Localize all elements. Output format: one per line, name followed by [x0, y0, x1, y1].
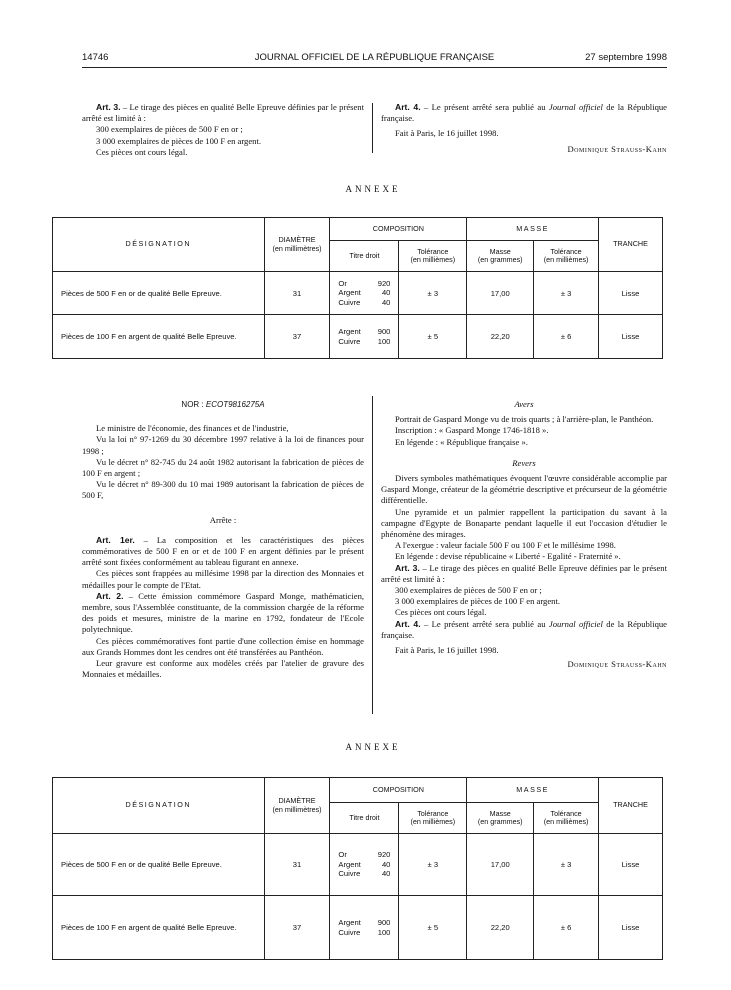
- mass-label: Masse: [489, 808, 511, 818]
- left-column: [82, 399, 364, 680]
- article-2-text: – Cette émission commémore Gaspard Monge, mathématicien, membre, sous l'Assemblée constituante, de la commission chargée de la réforme des poids et mesures, ministre de la marine en 1792, fondateur de l'Ecole polytechnique.: [82, 590, 365, 635]
- edge-header: TRANCHE: [599, 778, 663, 834]
- tolerance-label: Tolérance: [550, 808, 582, 818]
- tolerance-label: Tolérance: [417, 246, 449, 256]
- tolerance-comp-cell: ± 3: [399, 272, 467, 315]
- titre-header: Titre droit: [330, 803, 399, 834]
- article-4-text: – Le présent arrêté sera publié au: [420, 618, 549, 629]
- metal-value: 920: [377, 278, 391, 288]
- mass-header: MASSE: [467, 778, 599, 803]
- diameter-label: DIAMÈTRE: [278, 796, 316, 805]
- composition-cell: [330, 315, 399, 359]
- metal-value: 900: [377, 918, 391, 927]
- limit-line-gold: 300 exemplaires de pièces de 500 F en or ;: [395, 585, 542, 596]
- tolerance-unit: (en millièmes): [410, 817, 456, 826]
- annex-table: [52, 217, 663, 359]
- column-separator: [372, 103, 373, 153]
- metal-value: 40: [381, 859, 391, 869]
- table-row: [53, 834, 663, 896]
- diameter-cell: 37: [264, 896, 330, 960]
- mass-cell: 22,20: [467, 896, 534, 960]
- table-row: [53, 896, 663, 960]
- visa-1: Vu la loi n° 97-1269 du 30 décembre 1997 relative à la loi de finances pour 1998 ;: [82, 434, 364, 456]
- diameter-header: [264, 778, 330, 834]
- composition-header: COMPOSITION: [330, 778, 467, 803]
- right-column: [381, 399, 667, 670]
- diameter-cell: 31: [264, 272, 330, 315]
- column-separator: [372, 396, 373, 714]
- mass-cell: 17,00: [467, 272, 534, 315]
- mass-header: MASSE: [467, 218, 599, 241]
- metal: Argent: [338, 327, 361, 336]
- edge-cell: Lisse: [599, 272, 663, 315]
- metal: Cuivre: [338, 927, 361, 937]
- header-rule: [82, 67, 667, 68]
- article-1-text: – La composition et les caractéristiques des pièces commémoratives de 500 F en or et de 100 F en argent définies par le présent arrêté sont fixées conformément au tableau figurant en annexe.: [82, 534, 364, 568]
- annex-title: ANNEXE: [345, 184, 401, 194]
- article-3-label: Art. 3.: [96, 102, 121, 112]
- diameter-label: DIAMÈTRE: [278, 235, 316, 244]
- tolerance-label: Tolérance: [550, 246, 582, 256]
- mass-unit: (en grammes): [477, 817, 523, 826]
- done-at: Fait à Paris, le 16 juillet 1998.: [395, 128, 499, 139]
- edge-cell: Lisse: [599, 834, 663, 896]
- avers-legend: En légende : « République française ».: [395, 436, 528, 447]
- revers-legend: En légende : devise républicaine « Liberté - Egalité - Fraternité ».: [395, 551, 621, 562]
- article-3-label: Art. 3.: [395, 562, 420, 573]
- tolerance-comp-header: [399, 241, 467, 272]
- avers-portrait: Portrait de Gaspard Monge vu de trois quarts ; à l'arrière-plan, le Panthéon.: [395, 414, 654, 425]
- done-at: Fait à Paris, le 16 juillet 1998.: [395, 645, 499, 656]
- article-4-text-end: de la République française.: [381, 618, 667, 640]
- annex-title: ANNEXE: [345, 742, 401, 752]
- journal-name: Journal officiel: [548, 102, 603, 112]
- page-header: [82, 52, 667, 66]
- avers-title: Avers: [514, 399, 534, 409]
- engraving-paragraph: Leur gravure est conforme aux modèles créés par l'atelier de gravure des Monnaies et médailles.: [82, 658, 364, 680]
- tolerance-comp-cell: ± 5: [399, 315, 467, 359]
- legal-tender-line: Ces pièces ont cours légal.: [395, 607, 487, 618]
- annex-table: [52, 777, 663, 960]
- designation-cell: Pièces de 500 F en or de qualité Belle Epreuve.: [53, 834, 265, 896]
- tolerance-comp-cell: ± 3: [399, 834, 467, 896]
- diameter-header: [264, 218, 330, 272]
- revers-symbols: Divers symboles mathématiques évoquent l'œuvre considérable accomplie par Gaspard Monge, créateur de la géométrie descriptive et précurseur de la géométrie différentielle.: [381, 473, 667, 506]
- tolerance-mass-cell: ± 3: [534, 834, 599, 896]
- top-left-column: [82, 102, 364, 158]
- nor-code: ECOT9816275A: [205, 400, 265, 409]
- tolerance-mass-cell: ± 3: [534, 272, 599, 315]
- minting-paragraph: Ces pièces sont frappées au millésime 1998 par la direction des Monnaies et médailles pour le compte de l'Etat.: [82, 568, 364, 590]
- minister-line: Le ministre de l'économie, des finances et de l'industrie,: [96, 423, 289, 434]
- mass-cell: 17,00: [467, 834, 534, 896]
- metal-value: 40: [381, 288, 391, 298]
- composition-cell: [330, 834, 399, 896]
- revers-exergue: A l'exergue : valeur faciale 500 F ou 100 F et le millésime 1998.: [395, 540, 616, 551]
- diameter-unit: (en millimètres): [272, 804, 322, 814]
- article-2-label: Art. 2.: [96, 590, 124, 601]
- diameter-cell: 31: [264, 834, 330, 896]
- metal: Cuivre: [338, 869, 361, 879]
- designation-header: DÉSIGNATION: [53, 778, 265, 834]
- diameter-cell: 37: [264, 315, 330, 359]
- metal: Argent: [338, 918, 361, 927]
- tolerance-unit: (en millièmes): [543, 817, 589, 826]
- article-1-label: Art. 1er.: [96, 534, 135, 545]
- metal-value: 40: [381, 297, 391, 307]
- revers-title: Revers: [512, 457, 536, 468]
- edge-header: TRANCHE: [599, 218, 663, 272]
- tolerance-unit: (en millièmes): [410, 255, 456, 264]
- legal-tender-line: Ces pièces ont cours légal.: [96, 146, 188, 157]
- metal: Or: [338, 278, 347, 288]
- designation-header: DÉSIGNATION: [53, 218, 265, 272]
- designation-cell: Pièces de 100 F en argent de qualité Belle Epreuve.: [53, 315, 265, 359]
- tolerance-unit: (en millièmes): [543, 255, 589, 264]
- arrete-label: Arrête :: [209, 514, 237, 525]
- metal-value: 40: [381, 869, 391, 879]
- metal: Cuivre: [338, 336, 361, 346]
- top-right-column: [381, 102, 667, 155]
- composition-cell: [330, 896, 399, 960]
- tolerance-comp-cell: ± 5: [399, 896, 467, 960]
- titre-header: Titre droit: [330, 241, 399, 272]
- visa-2: Vu le décret n° 82-745 du 24 août 1982 autorisant la fabrication de pièces de 100 F en argent ;: [82, 456, 364, 479]
- composition-cell: [330, 272, 399, 315]
- limit-line-silver: 3 000 exemplaires de pièces de 100 F en argent.: [395, 596, 560, 607]
- edge-cell: Lisse: [599, 896, 663, 960]
- signature: Dominique Strauss-Kahn: [567, 143, 667, 154]
- metal-value: 100: [377, 927, 391, 937]
- visa-3: Vu le décret n° 89-300 du 10 mai 1989 autorisant la fabrication de pièces de 500 F,: [82, 479, 364, 501]
- metal: Argent: [338, 859, 361, 869]
- table-row: [53, 272, 663, 315]
- metal-value: 920: [377, 850, 391, 860]
- metal: Cuivre: [338, 297, 361, 307]
- issue-date: 27 septembre 1998: [585, 52, 667, 63]
- article-3-text: – Le tirage des pièces en qualité Belle Epreuve définies par le présent arrêté est limité à :: [381, 562, 667, 584]
- metal-value: 100: [377, 336, 391, 346]
- article-4-label: Art. 4.: [395, 618, 421, 629]
- collection-paragraph: Ces pièces commémoratives font partie d'une collection émise en hommage aux Grands Hommes dont les cendres ont été transférées au Panthéon.: [82, 635, 364, 657]
- journal-title: JOURNAL OFFICIEL DE LA RÉPUBLIQUE FRANÇAISE: [254, 52, 495, 63]
- article-4-text: – Le présent arrêté sera publié au: [420, 102, 549, 112]
- tolerance-comp-header: [399, 803, 467, 834]
- edge-cell: Lisse: [599, 315, 663, 359]
- mass-label: Masse: [489, 246, 511, 256]
- mass-sub-header: [467, 803, 534, 834]
- tolerance-mass-cell: ± 6: [534, 315, 599, 359]
- article-4-label: Art. 4.: [395, 102, 421, 112]
- article-3-text: – Le tirage des pièces en qualité Belle Epreuve définies par le présent arrêté est limité à :: [82, 102, 364, 124]
- page-number: 14746: [82, 52, 109, 63]
- diameter-unit: (en millimètres): [272, 243, 322, 253]
- tolerance-mass-header: [534, 241, 599, 272]
- mass-sub-header: [467, 241, 534, 272]
- revers-pyramid: Une pyramide et un palmier rappellent la participation du savant à la campagne d'Egypte de Bonaparte pendant laquelle il eut l'occasion d'étudier le phénomène des mirages.: [381, 506, 667, 540]
- designation-cell: Pièces de 100 F en argent de qualité Belle Epreuve.: [53, 896, 265, 960]
- metal: Argent: [338, 288, 361, 298]
- tolerance-mass-header: [534, 803, 599, 834]
- tolerance-mass-cell: ± 6: [534, 896, 599, 960]
- mass-cell: 22,20: [467, 315, 534, 359]
- tolerance-label: Tolérance: [417, 808, 449, 818]
- mass-unit: (en grammes): [477, 255, 523, 264]
- limit-line-silver: 3 000 exemplaires de pièces de 100 F en argent.: [96, 135, 261, 146]
- limit-line-gold: 300 exemplaires de pièces de 500 F en or ;: [96, 124, 243, 135]
- designation-cell: Pièces de 500 F en or de qualité Belle Epreuve.: [53, 272, 265, 315]
- article-4-text-end: de la République française.: [381, 102, 667, 124]
- metal: Or: [338, 850, 347, 860]
- table-row: [53, 315, 663, 359]
- metal-value: 900: [377, 327, 391, 336]
- journal-name: Journal officiel: [548, 618, 603, 629]
- avers-inscription: Inscription : « Gaspard Monge 1746-1818 ».: [395, 425, 549, 436]
- signature: Dominique Strauss-Kahn: [567, 659, 667, 670]
- composition-header: COMPOSITION: [330, 218, 467, 241]
- nor-label: NOR :: [181, 400, 206, 409]
